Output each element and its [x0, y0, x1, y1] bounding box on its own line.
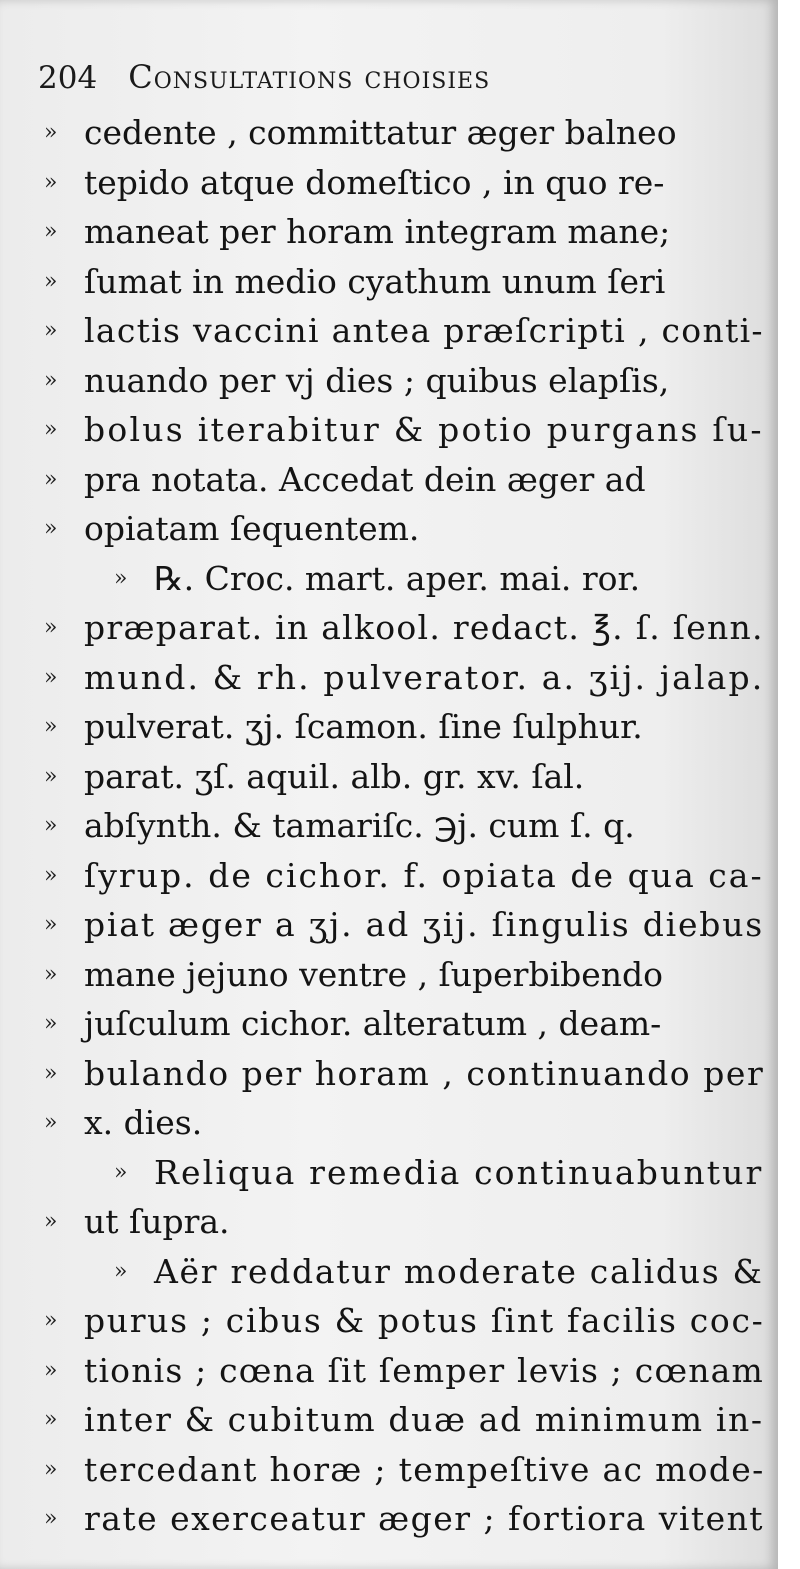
text-line — [44, 1197, 764, 1247]
quote-mark: » — [44, 219, 58, 244]
body-text — [44, 108, 764, 1544]
running-title: Consultations choisies — [128, 58, 491, 96]
quote-mark: » — [44, 417, 58, 442]
page-header — [38, 58, 490, 96]
text-line — [44, 851, 764, 901]
line-text: præparat. in alkool. redact. ℥. ſ. ſenn. — [84, 608, 764, 647]
line-text: parat. ʒſ. aquil. alb. gr. xv. ſal. — [84, 756, 585, 796]
quote-mark: » — [44, 912, 58, 937]
text-line — [44, 950, 764, 1000]
quote-mark: » — [114, 1159, 128, 1185]
line-text: Reliqua remedia continuabuntur — [154, 1152, 764, 1192]
line-text: lactis vaccini antea præſcripti , conti- — [84, 311, 764, 350]
line-text: tepido atque domeſtico , in quo re- — [84, 162, 665, 202]
text-line — [44, 653, 764, 703]
quote-mark: » — [44, 466, 58, 492]
text-line — [44, 702, 764, 752]
line-text: x. dies. — [84, 1103, 203, 1142]
page-margin — [778, 0, 800, 1569]
quote-mark: » — [44, 862, 58, 888]
text-line — [44, 356, 764, 406]
quote-mark: » — [44, 615, 58, 640]
line-text: ℞. Croc. mart. aper. mai. ror. — [154, 558, 641, 598]
text-line — [44, 900, 764, 950]
line-text: cedente , committatur æger balneo — [84, 113, 677, 152]
line-text: piat æger a ʒj. ad ʒij. ſingulis diebus — [84, 905, 764, 944]
line-text: nuando per vj dies ; quibus elapſis, — [84, 360, 670, 400]
text-line — [44, 1296, 764, 1346]
text-line — [44, 108, 764, 158]
line-text: juſculum cichor. alteratum , deam- — [84, 1004, 662, 1043]
line-text: inter & cubitum duæ ad minimum in- — [84, 1400, 764, 1439]
line-text: rate exerceatur æger ; fortiora vitent — [84, 1499, 765, 1538]
text-line — [44, 801, 764, 851]
text-line — [44, 603, 764, 653]
quote-mark: » — [44, 1357, 58, 1383]
quote-mark: » — [44, 664, 58, 690]
quote-mark: » — [44, 1308, 58, 1333]
text-line — [44, 207, 764, 257]
quote-mark: » — [44, 318, 58, 343]
text-line — [44, 1445, 764, 1495]
text-line — [44, 455, 764, 505]
text-line — [44, 257, 764, 307]
line-text: mane jejuno ventre , ſuperbibendo — [84, 954, 664, 994]
quote-mark: » — [44, 961, 58, 987]
line-text: tercedant horæ ; tempeſtive ac mode- — [84, 1449, 765, 1489]
quote-mark: » — [44, 1407, 58, 1432]
line-text: bulando per horam , continuando per — [84, 1053, 765, 1093]
quote-mark: » — [114, 565, 128, 591]
line-text: pra notata. Accedat dein æger ad — [84, 459, 646, 499]
line-text: ut ſupra. — [84, 1202, 230, 1241]
text-line — [44, 1049, 764, 1099]
line-text: mund. & rh. pulverator. a. ʒij. jalap. — [84, 657, 765, 697]
text-line — [44, 405, 764, 455]
quote-mark: » — [44, 120, 58, 145]
text-line — [44, 1148, 764, 1198]
page-number: 204 — [38, 60, 98, 96]
quote-mark: » — [44, 1110, 58, 1135]
quote-mark: » — [44, 813, 58, 838]
text-line — [44, 158, 764, 208]
quote-mark: » — [44, 1456, 58, 1482]
line-text: ſumat in medio cyathum unum ſeri — [84, 261, 666, 301]
quote-mark: » — [44, 516, 58, 541]
line-text: ſyrup. de cichor. f. opiata de qua ca- — [84, 855, 764, 895]
text-line — [44, 504, 764, 554]
line-text: pulverat. ʒj. ſcamon. ſine ſulphur. — [84, 707, 643, 746]
quote-mark: » — [44, 1011, 58, 1036]
text-line — [44, 1346, 764, 1396]
text-line — [44, 306, 764, 356]
text-line — [44, 1098, 764, 1148]
text-line — [44, 752, 764, 802]
text-line — [44, 1247, 764, 1297]
line-text: purus ; cibus & potus ſint facilis coc- — [84, 1301, 765, 1340]
line-text: maneat per horam integram mane; — [84, 212, 671, 251]
line-text: bolus iterabitur & potio purgans ſu- — [84, 410, 764, 449]
quote-mark: » — [44, 268, 58, 294]
quote-mark: » — [44, 169, 58, 195]
quote-mark: » — [44, 763, 58, 789]
line-text: Aër reddatur moderate calidus & — [154, 1251, 764, 1291]
line-text: tionis ; cœna ſit ſemper levis ; cœnam — [84, 1350, 765, 1390]
line-text: abſynth. & tamariſc. ℈j. cum ſ. q. — [84, 806, 635, 845]
quote-mark: » — [114, 1258, 128, 1284]
text-line — [44, 1494, 764, 1544]
quote-mark: » — [44, 367, 58, 393]
quote-mark: » — [44, 1060, 58, 1086]
text-line — [44, 554, 764, 604]
quote-mark: » — [44, 1209, 58, 1234]
quote-mark: » — [44, 1506, 58, 1531]
text-line — [44, 999, 764, 1049]
text-line — [44, 1395, 764, 1445]
line-text: opiatam ſequentem. — [84, 509, 420, 548]
quote-mark: » — [44, 714, 58, 739]
